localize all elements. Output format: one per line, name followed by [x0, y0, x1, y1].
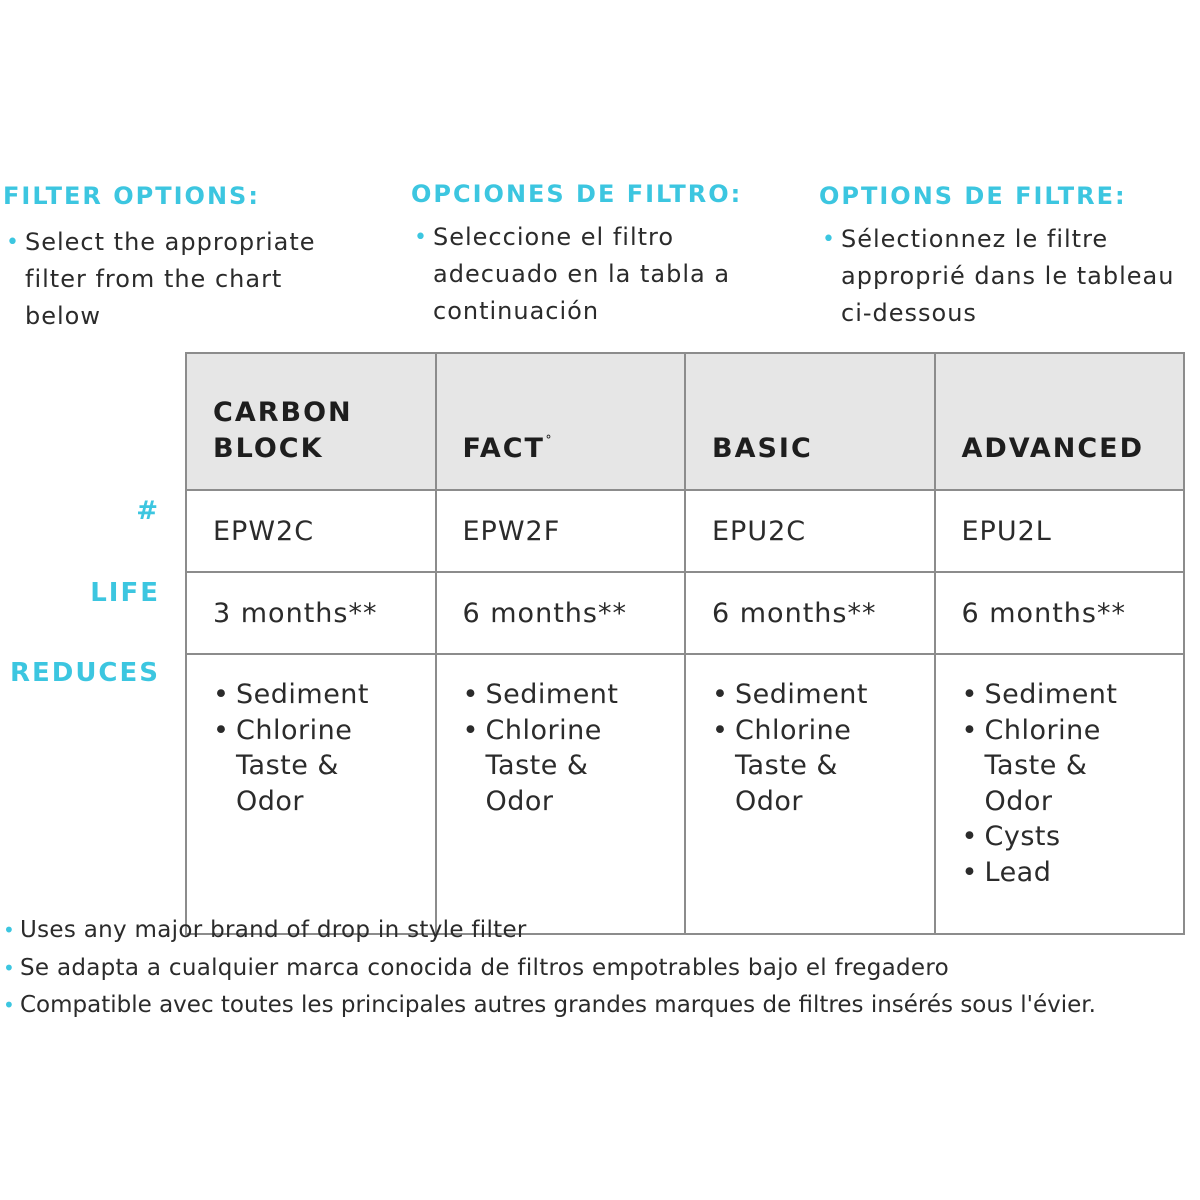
footnotes [3, 912, 1195, 1025]
options-de-filtre-heading: OPTIONS DE FILTRE: [819, 182, 1127, 210]
header-line: BASIC [712, 433, 813, 464]
table-row-model-number [186, 490, 1184, 572]
intro-line: approprié dans le tableau [841, 262, 1175, 290]
header-line: BLOCK [213, 433, 324, 464]
reduces-cell [436, 654, 686, 934]
model-cell: EPW2C [186, 490, 436, 572]
table-row-reduces [186, 654, 1184, 934]
filter-options-heading: FILTER OPTIONS: [3, 182, 260, 210]
bullet-icon: • [3, 918, 16, 942]
row-label-model-number: # [136, 496, 160, 526]
degree-mark: ˚ [544, 435, 554, 451]
reduces-list [463, 677, 685, 819]
intro-line: Sélectionnez le filtre [841, 225, 1109, 253]
list-item [463, 713, 685, 820]
list-item [213, 677, 435, 713]
list-item-text: • Chlorine [485, 714, 602, 746]
intro-english-text [3, 224, 316, 335]
reduces-list [213, 677, 435, 819]
table-header-row [186, 353, 1184, 490]
footnote-english [3, 912, 1195, 950]
list-item-text: • Chlorine [984, 714, 1101, 746]
model-cell: EPU2L [935, 490, 1185, 572]
list-item-text: Taste & [984, 750, 1088, 781]
list-item-text: Taste & [735, 750, 838, 781]
reduces-cell [935, 654, 1185, 934]
list-item-text: Odor [485, 785, 554, 817]
list-item-text: Taste & [236, 750, 339, 781]
intro-line: Seleccione el filtro [433, 223, 675, 251]
list-item [712, 713, 934, 820]
intro-line: below [25, 302, 101, 330]
model-cell: EPW2F [436, 490, 686, 572]
bullet-icon: • [822, 227, 836, 252]
list-item-text: • Sediment [485, 679, 619, 710]
column-header-basic [685, 353, 935, 490]
life-cell: 6 months** [935, 572, 1185, 654]
reduces-cell [186, 654, 436, 934]
intro-french-text [819, 221, 1174, 332]
list-item [962, 713, 1184, 820]
list-item-text: • Chlorine [735, 714, 852, 746]
list-item-text: Odor [735, 785, 804, 817]
intro-spanish [411, 180, 742, 330]
filter-comparison-table [185, 352, 1185, 935]
header-line: CARBON [213, 397, 353, 428]
intro-line: adecuado en la tabla a [433, 260, 731, 288]
intro-line: filter from the chart [25, 265, 283, 293]
bullet-icon: • [3, 993, 16, 1017]
list-item-text: Odor [984, 785, 1053, 817]
bullet-icon: • [6, 230, 20, 255]
intro-spanish-text [411, 219, 742, 330]
model-cell: EPU2C [685, 490, 935, 572]
intro-english [3, 182, 316, 335]
intro-line: continuación [433, 297, 600, 325]
footnote-french [3, 987, 1195, 1025]
reduces-list [962, 677, 1184, 890]
list-item-text: • Sediment [984, 679, 1118, 710]
list-item [962, 677, 1184, 713]
life-cell: 6 months** [685, 572, 935, 654]
bullet-icon: • [3, 955, 16, 980]
column-header-fact [436, 353, 686, 490]
header-line: ADVANCED [961, 433, 1145, 464]
intro-line: ci-dessous [841, 299, 977, 327]
list-item-text: Taste & [485, 750, 589, 781]
footnote-spanish [3, 950, 1195, 988]
bullet-icon: • [414, 225, 428, 250]
life-cell: 6 months** [436, 572, 686, 654]
list-item-text: • Chlorine [236, 714, 353, 746]
list-item-text: • Sediment [236, 679, 370, 710]
reduces-list [712, 677, 934, 819]
list-item [712, 677, 934, 713]
list-item [463, 677, 685, 713]
column-header-advanced [935, 353, 1185, 490]
intro-line: Select the appropriate [25, 228, 316, 256]
footnote-text: Compatible avec toutes les principales autres grandes marques de filtres insérés sous l'évier. [20, 992, 1096, 1018]
life-cell: 3 months** [186, 572, 436, 654]
list-item [962, 819, 1184, 855]
list-item-text: • Lead [984, 856, 1052, 888]
header-line: FACT [462, 433, 545, 464]
column-header-carbon-block [186, 353, 436, 490]
reduces-cell [685, 654, 935, 934]
list-item [962, 855, 1184, 891]
footnote-text: Uses any major brand of drop in style filter [20, 917, 527, 943]
list-item-text: Odor [236, 785, 305, 817]
footnote-text: Se adapta a cualquier marca conocida de filtros empotrables bajo el fregadero [20, 954, 949, 981]
opciones-de-filtro-heading: OPCIONES DE FILTRO: [411, 180, 743, 208]
intro-french [819, 182, 1174, 332]
list-item-text: • Cysts [984, 821, 1061, 852]
row-label-life: LIFE [90, 578, 160, 608]
list-item [213, 713, 435, 820]
list-item-text: • Sediment [735, 679, 869, 710]
table-row-life [186, 572, 1184, 654]
row-label-reduces: REDUCES [9, 658, 160, 688]
